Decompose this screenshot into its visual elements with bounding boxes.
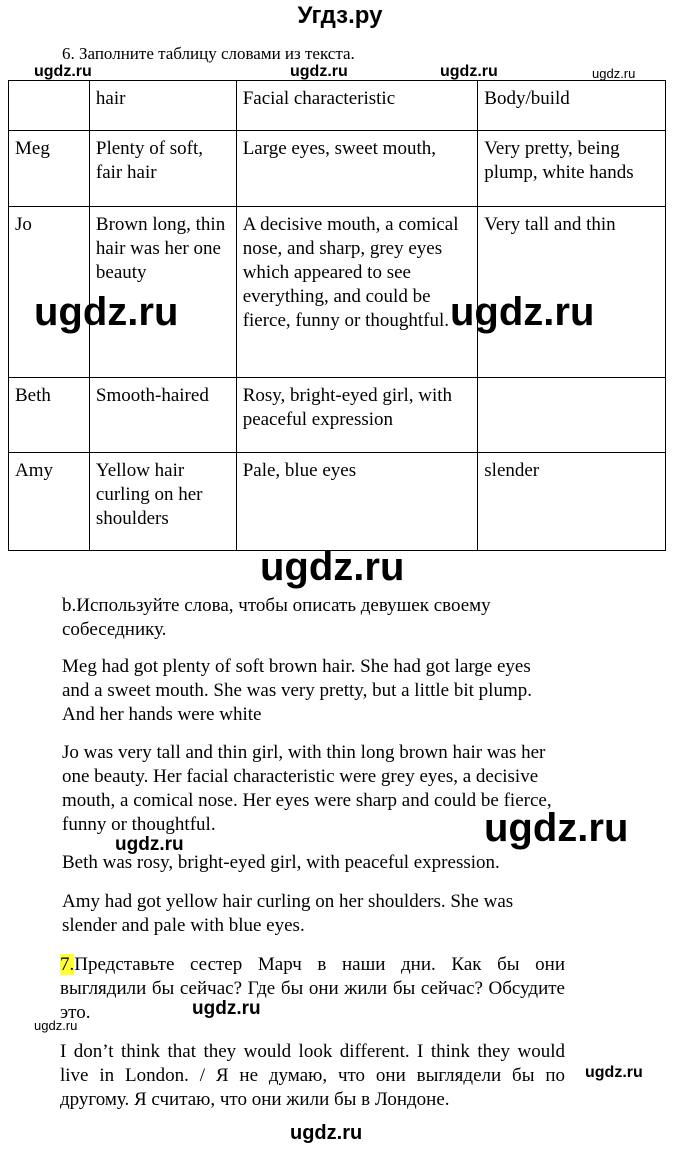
table-cell-body: slender [478, 453, 666, 551]
table-row [9, 453, 666, 551]
table-cell-face: A decisive mouth, a comical nose, and sharp, grey eyes which appeared to see everything, and could be fierce, funny or thoughtful. [236, 207, 478, 378]
table-cell-name: Jo [9, 207, 90, 378]
table-header-cell [9, 81, 90, 131]
watermark: ugdz.ru [484, 806, 629, 850]
watermark: ugdz.ru [290, 63, 348, 80]
watermark: ugdz.ru [585, 1064, 643, 1081]
table-header-cell: hair [89, 81, 236, 131]
page-title: Угдз.ру [297, 2, 383, 29]
task-6-heading: 6. Заполните таблицу словами из текста. [62, 44, 355, 63]
task-b-heading: b.Используйте слова, чтобы описать девушек своему собеседнику. [62, 595, 491, 640]
watermark: ugdz.ru [260, 545, 405, 589]
table-cell-face: Pale, blue eyes [236, 453, 478, 551]
table-cell-name: Meg [9, 131, 90, 207]
table-cell-name: Beth [9, 378, 90, 453]
table-header-row [9, 81, 666, 131]
table-cell-face: Rosy, bright-eyed girl, with peaceful expression [236, 378, 478, 453]
task-7-answer: I don’t think that they would look different. I think they would live in London. / Я не думаю, что они выглядели бы по другому. Я считаю, что они жили бы в Лондоне. [60, 1041, 565, 1110]
table-cell-body [478, 378, 666, 453]
paragraph: Amy had got yellow hair curling on her shoulders. She was slender and pale with blue eyes. [62, 891, 514, 936]
paragraph: Beth was rosy, bright-eyed girl, with peaceful expression. [62, 852, 500, 873]
table-cell-hair: Plenty of soft, fair hair [89, 131, 236, 207]
task-7-question [60, 953, 565, 1025]
table-cell-hair: Brown long, thin hair was her one beauty [89, 207, 236, 378]
table-cell-body: Very tall and thin [478, 207, 666, 378]
task-7-question-text: Представьте сестер Марч в наши дни. Как бы они выглядили бы сейчас? Где бы они жили бы сейчас? Обсудите это. [60, 954, 565, 1023]
watermark: ugdz.ru [290, 1122, 363, 1144]
table-cell-hair: Yellow hair curling on her shoulders [89, 453, 236, 551]
table-header-cell: Facial characteristic [236, 81, 478, 131]
watermark: ugdz.ru [440, 63, 498, 80]
table-cell-face: Large eyes, sweet mouth, [236, 131, 478, 207]
watermark: ugdz.ru [34, 290, 179, 334]
table-header-cell: Body/build [478, 81, 666, 131]
table-row [9, 378, 666, 453]
table-cell-hair: Smooth-haired [89, 378, 236, 453]
watermark: ugdz.ru [450, 290, 595, 334]
watermark: ugdz.ru [592, 66, 636, 81]
watermark: ugdz.ru [34, 1018, 78, 1033]
table-cell-body: Very pretty, being plump, white hands [478, 131, 666, 207]
paragraph: Meg had got plenty of soft brown hair. She had got large eyes and a sweet mouth. She was very pretty, but a little bit plump. And her hands were white [62, 656, 532, 725]
watermark: ugdz.ru [34, 63, 92, 80]
watermark: ugdz.ru [192, 998, 261, 1019]
table-cell-name: Amy [9, 453, 90, 551]
table-row [9, 131, 666, 207]
watermark: ugdz.ru [115, 834, 184, 855]
paragraph: Jo was very tall and thin girl, with thin long brown hair was her one beauty. Her facial characteristic were grey eyes, a decisive mouth, a comical nose. Her eyes were sharp and could be fierce, funny or thoughtful. [62, 742, 552, 835]
task-7-number: 7. [60, 954, 75, 975]
